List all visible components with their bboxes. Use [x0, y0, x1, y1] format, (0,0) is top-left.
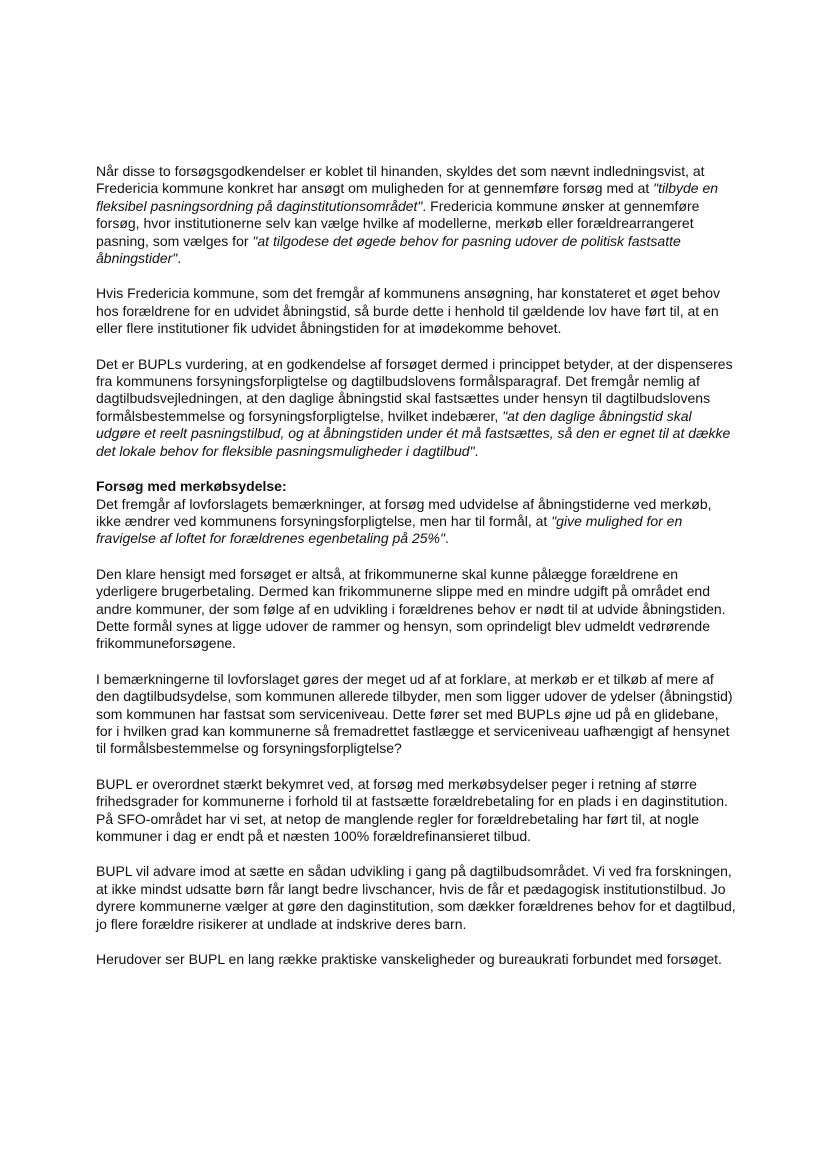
paragraph-9: Herudover ser BUPL en lang række praktiske vanskeligheder og bureaukrati forbundet med forsøget. [96, 951, 722, 968]
paragraph-5: Den klare hensigt med forsøget er altså, at frikommunerne skal kunne pålægge forældrene en yderligere brugerbetaling. Dermed kan frikommunerne slippe med en mindre udgift på området end andre kommuner, der som følge af en udvikling i forældrenes behov er nødt til at udvide åbningstiden. Dette formål synes at ligge udover de rammer og hensyn, som oprindeligt blev udmeldt vedrørende frikommuneforsøgene. [96, 565, 726, 652]
paragraph-4 [96, 496, 736, 548]
paragraph-text: Det er BUPLs vurdering, at en godkendelse af forsøget dermed i princippet betyder, at der dispenseres fra kommunens forsyningsforpligtelse og dagtilbudslovens formålsparagraf. Det fremgår nemlig af dagtilbudsvejledningen, at den daglige åbningstid skal fastsættes under hensyn til dagtilbudslovens formålsbestemmelse og forsyningsforpligtelse, hvilket indebærer, [96, 355, 733, 424]
paragraph-text: . [444, 530, 449, 547]
paragraph-text: . Fredericia kommune ønsker at gennemføre forsøg, hvor institutionerne selv kan vælge hvilke af modellerne, merkøb eller forældrearrangeret pasning, som vælges for [96, 197, 700, 249]
paragraph-8: BUPL vil advare imod at sætte en sådan udvikling i gang på dagtilbudsområdet. Vi ved fra forskningen, at ikke mindst udsatte børn får langt bedre livschancer, hvis de får et pædagogisk institutionstilbud. Jo dyrere kommunerne vælger at gøre den daginstitution, som dækker forældrenes behov for et dagtilbud, jo flere forældre risikerer at undlade at indskrive deres barn. [96, 863, 736, 932]
paragraph-text: Når disse to forsøgsgodkendelser er koblet til hinanden, skyldes det som nævnt indledningsvist, at Fredericia kommune konkret har ansøgt om muligheden for at gennemføre forsøg med at [96, 163, 705, 197]
paragraph-6: I bemærkningerne til lovforslaget gøres der meget ud af at forklare, at merkøb er et tilkøb af mere af den dagtilbudsydelse, som kommunen allerede tilbyder, men som ligger udover de ydelser (åbningstid) som kommunen har fastsat som serviceniveau. Dette fører set med BUPLs øjne ud på en glidebane, for i hvilken grad kan kommunerne så fremadrettet fastlægge et serviceniveau uafhængigt af hensynet til formålsbestemmelse og forsyningsforpligtelse? [96, 670, 733, 757]
paragraph-1 [96, 163, 736, 267]
document-page [96, 163, 736, 986]
paragraph-2: Hvis Fredericia kommune, som det fremgår af kommunens ansøgning, har konstateret et øget behov hos forældrene for en udvidet åbningstid, så burde dette i henhold til gældende lov have ført til, at en eller flere institutioner fik udvidet åbningstiden for at imødekomme behovet. [96, 285, 721, 337]
paragraph-text: . [177, 250, 182, 267]
quote-text: "at den daglige åbningstid skal udgøre et reelt pasningstilbud, og at åbningstiden under ét må fastsættes, så den er egnet til at dække det lokale behov for fleksible pasningsmuligheder i dagtilbud" [96, 407, 731, 459]
paragraph-text: . [474, 442, 479, 459]
paragraph-7: BUPL er overordnet stærkt bekymret ved, at forsøg med merkøbsydelser peger i retning af større frihedsgrader for kommunerne i forhold til at fastsætte forældrebetaling for en plads i en daginstitution. På SFO-området har vi set, at netop de manglende regler for forældrebetaling har ført til, at nogle kommuner i dag er endt på et næsten 100% forældrefinansieret tilbud. [96, 775, 728, 844]
paragraph-text: Det fremgår af lovforslagets bemærkninger, at forsøg med udvidelse af åbningstiderne ved merkøb, ikke ændrer ved kommunens forsyningsforpligtelse, men har til formål, at [96, 495, 712, 529]
quote-text: "tilbyde en fleksibel pasningsordning på daginstitutionsområdet" [96, 180, 719, 214]
quote-text: "give mulighed for en fravigelse af loftet for forældrenes egenbetaling på 25%" [96, 512, 683, 547]
quote-text: "at tilgodese det øgede behov for pasning udover de politisk fastsatte åbningstider" [96, 232, 681, 267]
paragraph-3 [96, 356, 736, 460]
section-heading: Forsøg med merkøbsydelse: [96, 478, 287, 495]
